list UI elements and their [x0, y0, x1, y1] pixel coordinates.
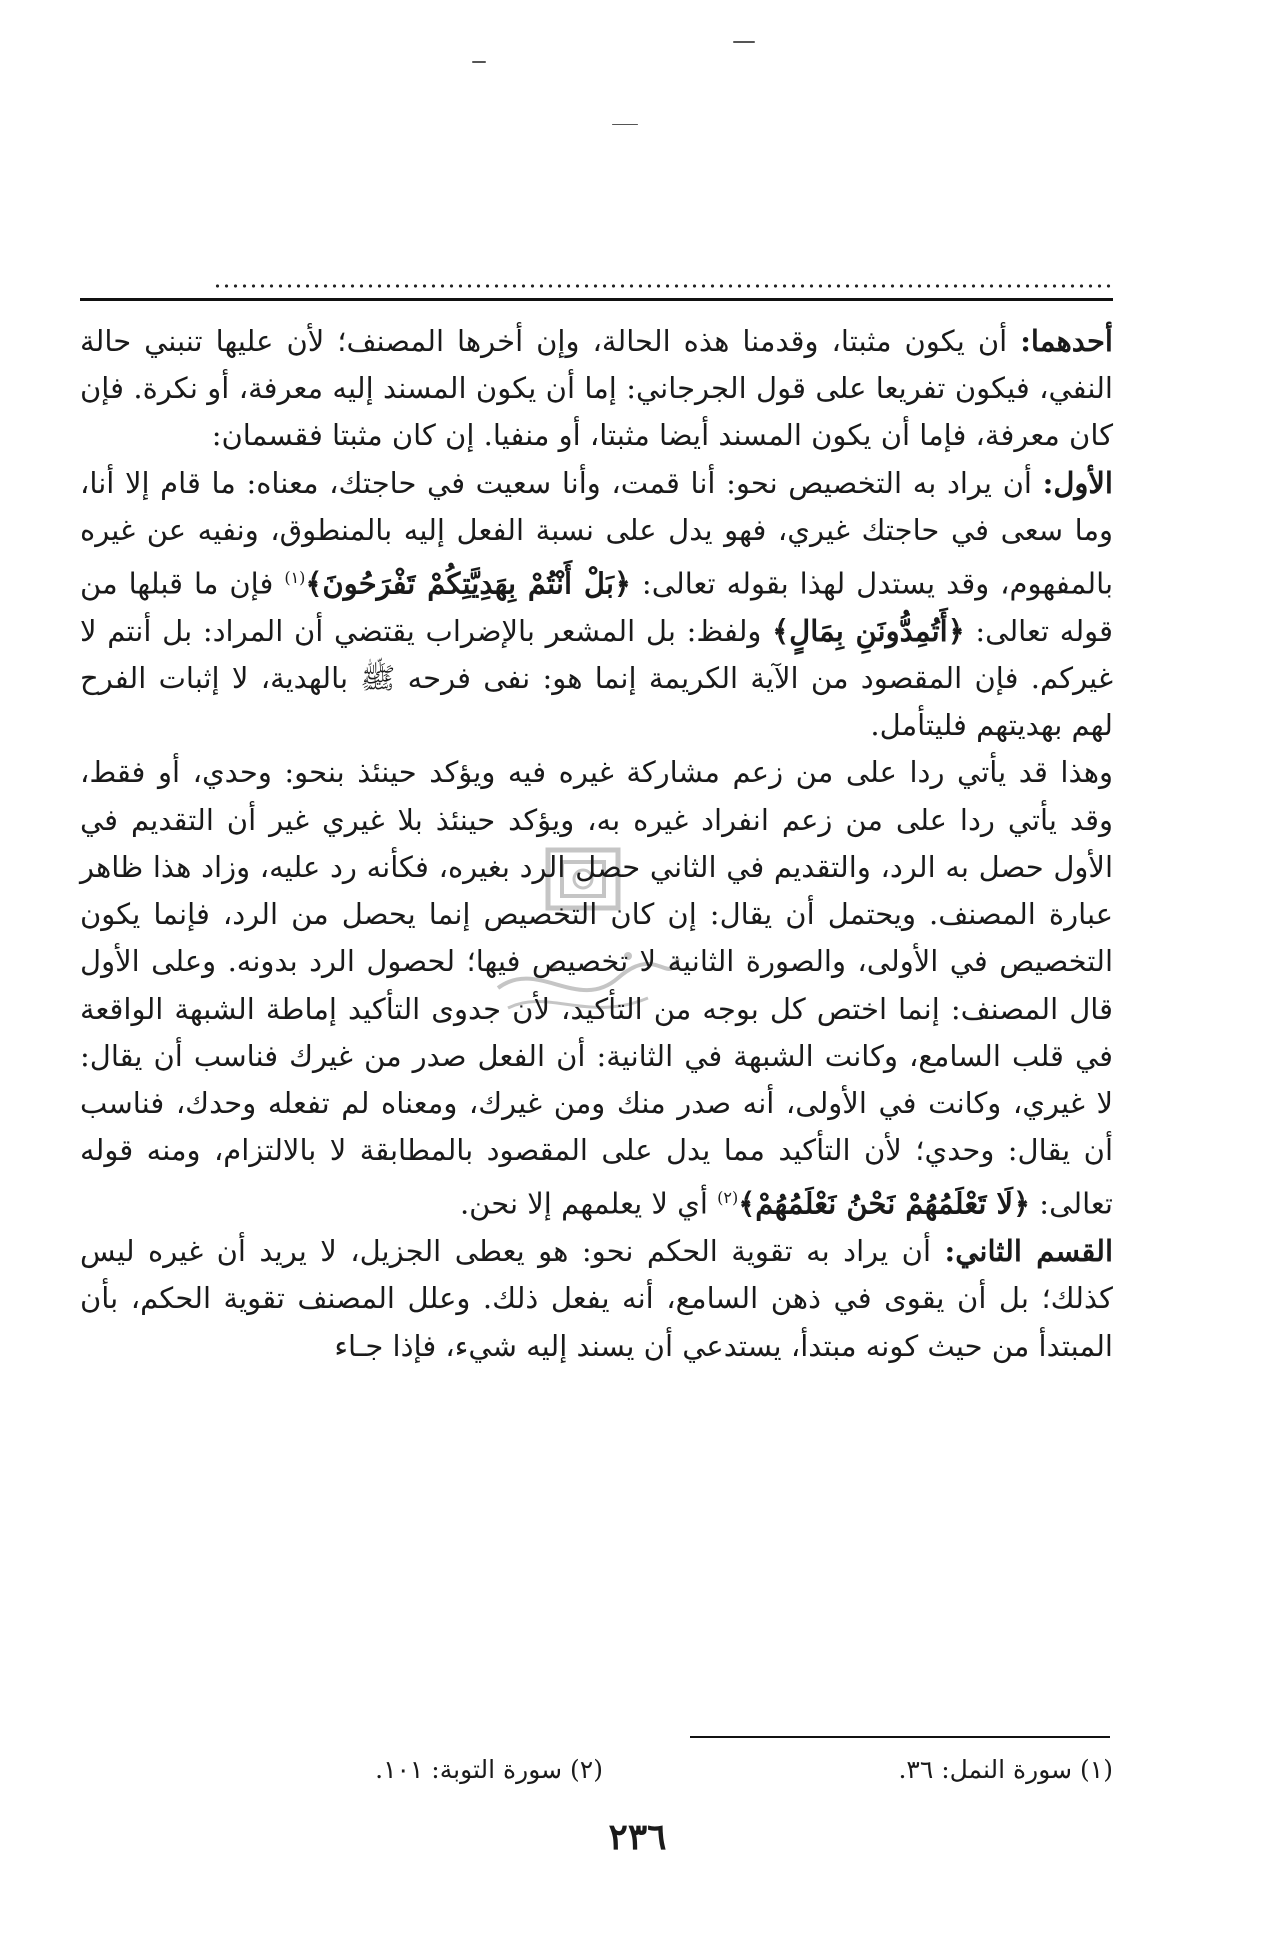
paragraph-label: القسم الثاني: [944, 1234, 1113, 1269]
scan-artifact [612, 124, 638, 125]
quran-verse: ﴿لَا تَعْلَمُهُمْ نَحْنُ نَعْلَمُهُمْ﴾ [738, 1186, 1031, 1221]
paragraph-text: أن يراد به التخصيص نحو: أنا قمت، وأنا سعيت في حاجتك، معناه: ما قام إلا أنا، وما سعى في حاجتك غيري، فهو يدل على نسبة الفعل إليه بالمنطوق، ونفيه عن غيره بالمفهوم، وقد يستدل لهذا بقوله تعالى: [80, 465, 1114, 601]
paragraph-label: أحدهما: [1020, 324, 1113, 358]
paragraph-text: أن يكون مثبتا، وقدمنا هذه الحالة، وإن أخرها المصنف؛ لأن عليها تنبني حالة النفي، فيكون تفريعا على قول الجرجاني: إما أن يكون المسند إليه معرفة، أو نكرة. فإن كان معرفة، فإما أن يكون المسند أيضا مثبتا، أو منفيا. إن كان مثبتا فقسمان: [80, 324, 1113, 453]
footnotes [80, 1748, 1113, 1792]
header-rule [80, 298, 1113, 301]
paragraph-first-division [80, 460, 1113, 750]
dotted-header-rule [213, 283, 1113, 289]
footnote-reference: (١) [284, 568, 306, 588]
quran-verse: ﴿بَلْ أَنْتُمْ بِهَدِيَّتِكُمْ تَفْرَحُونَ﴾ [305, 566, 631, 601]
paragraph-first-case [80, 318, 1113, 460]
paragraph-text: فإن ما قبلها من قوله تعالى: [80, 566, 1114, 648]
paragraph-text: أي لا يعلمهم إلا نحن. [459, 1186, 718, 1221]
quran-verse: ﴿أَتُمِدُّونَنِ بِمَالٍ﴾ [772, 613, 965, 648]
footnote-2: (٢) سورة التوبة: ١٠١. [375, 1755, 603, 1784]
scan-artifact [472, 61, 486, 63]
paragraph-text: وهذا قد يأتي ردا على من زعم مشاركة غيره فيه ويؤكد حينئذ بنحو: وحدي، أو فقط، وقد يأتي ردا على من زعم انفراد غيره به، ويؤكد حينئذ بلا غيري غير أن التقديم في الأول حصل به الرد، والتقديم في الثاني حصل الرد بغيره، فكأنه رد عليه، وزاد هذا ظاهر عبارة المصنف. ويحتمل أن يقال: إن كان التخصيص إنما يحصل من الرد، فإنما يكون التخصيص في الأولى، والصورة الثانية لا تخصيص فيها؛ لحصول الرد بدونه. وعلى الأول قال المصنف: إنما اختص كل بوجه من التأكيد، لأن جدوى التأكيد إماطة الشبهة الواقعة في قلب السامع، وكانت الشبهة في الثانية: أن الفعل صدر من غيرك فناسب أن يقال: لا غيري، وكانت في الأولى، أنه صدر منك ومن غيرك، ومعناه لم تفعله وحدك، فناسب أن يقال: وحدي؛ لأن التأكيد مما يدل على المقصود بالمطابقة لا بالالتزام، ومنه قوله تعالى: [80, 755, 1113, 1221]
paragraph-second-division [80, 1228, 1113, 1370]
paragraph-label: الأول: [1042, 465, 1113, 500]
paragraph-text: أن يراد به تقوية الحكم نحو: هو يعطى الجزيل، لا يريد أن غيره ليس كذلك؛ بل أن يقوى في ذهن السامع، أنه يفعل ذلك. وعلل المصنف تقوية الحكم، بأن المبتدأ من حيث كونه مبتدأ، يستدعي أن يسند إليه شيء، فإذا جـاء [80, 1234, 1113, 1363]
paragraph-emphasis [80, 749, 1113, 1228]
scan-artifact [733, 41, 755, 43]
footnote-1: (١) سورة النمل: ٣٦. [898, 1755, 1113, 1784]
page-number: ٢٣٦ [608, 1816, 667, 1858]
footnote-separator [690, 1736, 1110, 1738]
paragraph-text: ولفظ: بل المشعر بالإضراب يقتضي أن المراد: بل أنتم لا غيركم. فإن المقصود من الآية الكريمة إنما هو: نفى فرحه ﷺ بالهدية، لا إثبات الفرح لهم بهديتهم فليتأمل. [80, 613, 1113, 743]
main-text [80, 318, 1113, 1661]
footnote-reference: (٢) [717, 1188, 739, 1208]
